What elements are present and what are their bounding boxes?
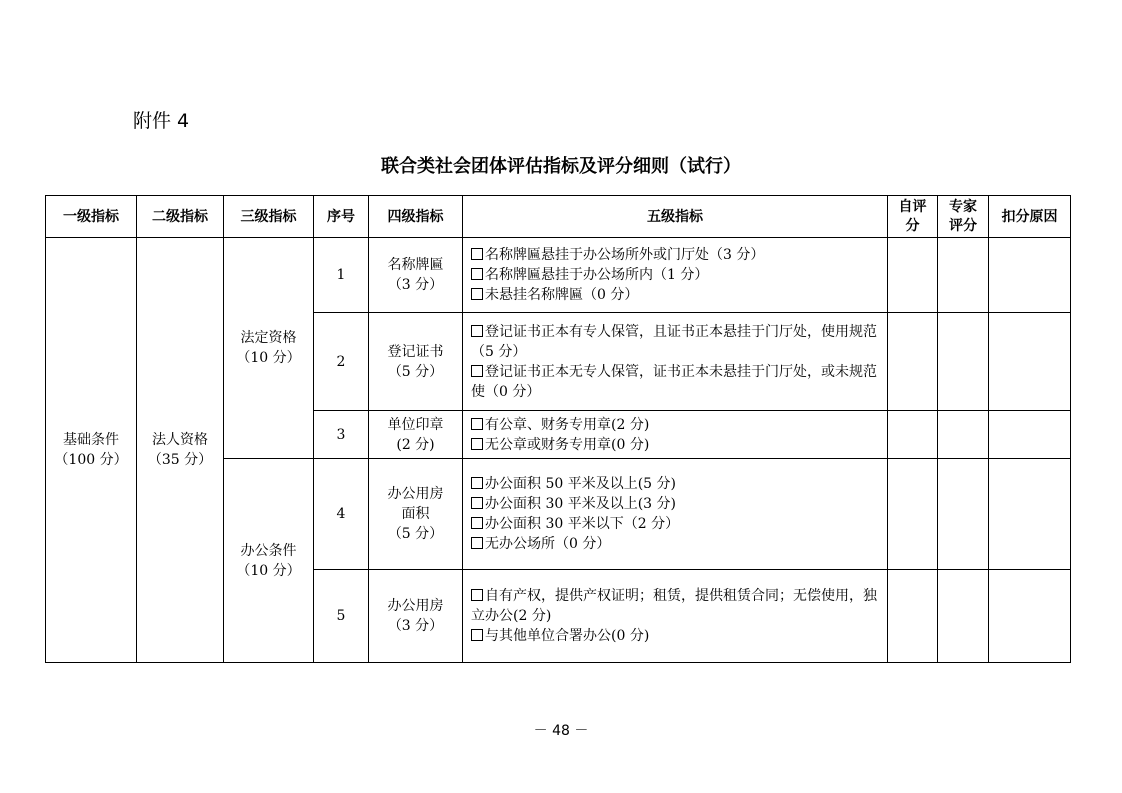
option-item [471,494,881,514]
option-item [471,626,881,646]
header-self-score-line1: 自评 [898,198,927,215]
level1-cell [46,238,137,663]
checkbox-icon [471,268,483,280]
header-expert-score-line2: 评分 [949,217,977,234]
evaluation-table [45,195,1071,663]
level4-name: 名称牌匾 [387,257,444,273]
page-number: － 48 － [533,723,589,739]
level3-cell [224,238,314,459]
option-text: 有公章、财务专用章(2 分) [485,416,650,433]
option-text: 登记证书正本有专人保管，且证书正本悬挂于门厅处，使用规范（5 分） [471,323,877,360]
level4-score: (2 分) [396,436,435,453]
level3-name: 办公条件 [240,542,297,559]
header-level1: 一级指标 [46,196,137,238]
header-seq: 序号 [314,196,369,238]
option-text: 办公面积 30 平米以下（2 分） [485,516,680,532]
level1-name: 基础条件 [63,432,119,448]
checkbox-icon [471,537,483,549]
level3-score: （10 分） [236,562,301,579]
checkbox-icon [471,497,483,509]
checkbox-icon [471,477,483,489]
document-title: 联合类社会团体评估指标及评分细则（试行） [381,156,741,177]
level1-score: （100 分） [54,452,128,468]
option-item [471,514,881,534]
seq-cell: 2 [314,313,369,411]
level5-options [463,238,888,313]
expert-score-cell [938,238,989,313]
level4-cell [369,459,463,570]
option-item [471,265,881,285]
level4-score: （5 分） [387,363,444,380]
checkbox-icon [471,589,483,601]
self-score-cell [888,459,938,570]
option-text: 无公章或财务专用章(0 分) [485,436,650,453]
deduction-reason-cell [989,570,1071,663]
expert-score-cell [938,459,989,570]
self-score-cell [888,411,938,459]
header-deduction-reason: 扣分原因 [989,196,1071,238]
checkbox-icon [471,365,483,377]
option-text: 登记证书正本无专人保管，证书正本未悬挂于门厅处，或未规范使（0 分） [471,363,877,400]
level4-name: 登记证书 [387,343,444,360]
checkbox-icon [471,288,483,300]
option-text: 与其他单位合署办公(0 分) [485,628,650,644]
option-text: 无办公场所（0 分） [485,536,611,552]
option-item [471,435,881,455]
option-item [471,322,881,362]
seq-cell: 3 [314,411,369,459]
option-item [471,245,881,265]
checkbox-icon [471,517,483,529]
level2-cell [137,238,224,663]
level5-options [463,570,888,663]
level3-name: 法定资格 [240,330,297,346]
level4-name: 办公用房 [387,598,444,614]
table-row [46,238,1071,313]
option-item [471,362,881,402]
deduction-reason-cell [989,459,1071,570]
option-item [471,586,881,626]
header-level4: 四级指标 [369,196,463,238]
self-score-cell [888,313,938,411]
checkbox-icon [471,325,483,337]
header-self-score [888,196,938,238]
level5-options [463,459,888,570]
header-level3: 三级指标 [224,196,314,238]
checkbox-icon [471,438,483,450]
option-text: 名称牌匾悬挂于办公场所外或门厅处（3 分） [485,247,765,263]
header-expert-score-line1: 专家 [949,198,977,215]
option-text: 自有产权，提供产权证明；租赁，提供租赁合同；无偿使用，独立办公(2 分) [471,588,877,624]
level4-cell [369,238,463,313]
seq-cell: 1 [314,238,369,313]
header-level2: 二级指标 [137,196,224,238]
checkbox-icon [471,629,483,641]
header-row [46,196,1071,238]
seq-cell: 5 [314,570,369,663]
level4-name: 办公用房面积 [387,486,444,522]
expert-score-cell [938,411,989,459]
option-item [471,474,881,494]
self-score-cell [888,238,938,313]
option-item [471,285,881,305]
deduction-reason-cell [989,238,1071,313]
option-item [471,534,881,554]
level5-options [463,411,888,459]
level4-cell [369,411,463,459]
level4-cell [369,313,463,411]
option-item [471,415,881,435]
deduction-reason-cell [989,313,1071,411]
self-score-cell [888,570,938,663]
seq-cell: 4 [314,459,369,570]
header-self-score-line2: 分 [905,217,920,234]
level4-cell [369,570,463,663]
expert-score-cell [938,313,989,411]
level2-score: （35 分） [147,452,213,468]
option-text: 名称牌匾悬挂于办公场所内（1 分） [485,267,709,283]
option-text: 办公面积 50 平米及以上(5 分) [485,476,676,492]
level2-name: 法人资格 [152,432,208,448]
header-expert-score [938,196,989,238]
option-text: 未悬挂名称牌匾（0 分） [485,287,639,303]
level5-options [463,313,888,411]
option-text: 办公面积 30 平米及以上(3 分) [485,496,676,512]
level3-score: （10 分） [236,350,301,366]
level4-score: （3 分） [387,618,444,634]
expert-score-cell [938,570,989,663]
deduction-reason-cell [989,411,1071,459]
attachment-label: 附件 4 [133,110,190,132]
checkbox-icon [471,248,483,260]
level4-score: （5 分） [387,526,444,542]
checkbox-icon [471,418,483,430]
level4-name: 单位印章 [387,416,444,433]
level4-score: （3 分） [387,277,444,293]
level3-cell [224,459,314,663]
header-level5: 五级指标 [463,196,888,238]
